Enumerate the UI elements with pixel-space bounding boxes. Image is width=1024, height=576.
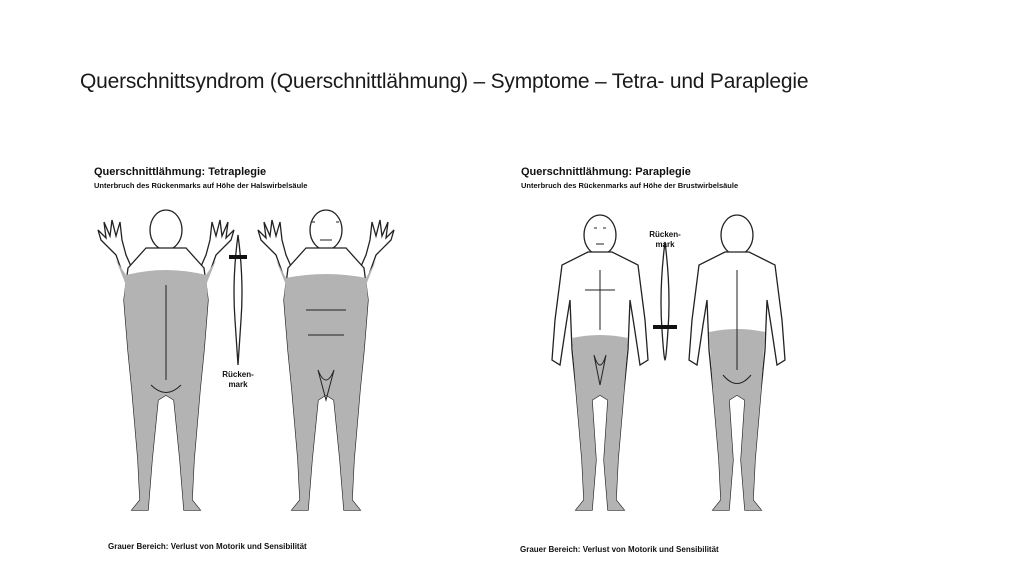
slide-title: Querschnittsyndrom (Querschnittlähmung) – Symptome – Tetra- und Paraplegie	[80, 70, 809, 93]
cord-label-line2: mark	[655, 240, 675, 249]
paraplegia-heading: Querschnittlähmung: Paraplegie	[521, 166, 691, 178]
cord-label-line1: Rücken-	[222, 370, 254, 379]
paraplegia-caption: Grauer Bereich: Verlust von Motorik und Sensibilität	[520, 545, 719, 554]
tetraplegia-heading: Querschnittlähmung: Tetraplegie	[94, 166, 267, 178]
back-view-figure	[98, 210, 234, 510]
spinal-cord-para	[653, 242, 677, 360]
tetraplegia-caption: Grauer Bereich: Verlust von Motorik und Sensibilität	[108, 542, 307, 551]
paraplegia-panel	[515, 160, 835, 560]
front-view-figure-para	[552, 215, 648, 510]
paraplegia-figures	[515, 160, 835, 540]
tetraplegia-figures	[88, 160, 418, 540]
paraplegia-cord-label	[643, 230, 687, 250]
spinal-cord-tetra	[229, 235, 247, 365]
cord-label-line2: mark	[228, 380, 248, 389]
cord-label-line1: Rücken-	[649, 230, 681, 239]
back-view-figure-para	[689, 215, 785, 510]
tetraplegia-cord-label	[216, 370, 260, 390]
tetraplegia-panel	[88, 160, 418, 560]
paraplegia-subheading: Unterbruch des Rückenmarks auf Höhe der Brustwirbelsäule	[521, 181, 739, 190]
tetraplegia-subheading: Unterbruch des Rückenmarks auf Höhe der Halswirbelsäule	[94, 181, 308, 190]
lesion-marker	[229, 255, 247, 259]
lesion-marker-para	[653, 325, 677, 329]
front-view-figure	[258, 210, 394, 510]
